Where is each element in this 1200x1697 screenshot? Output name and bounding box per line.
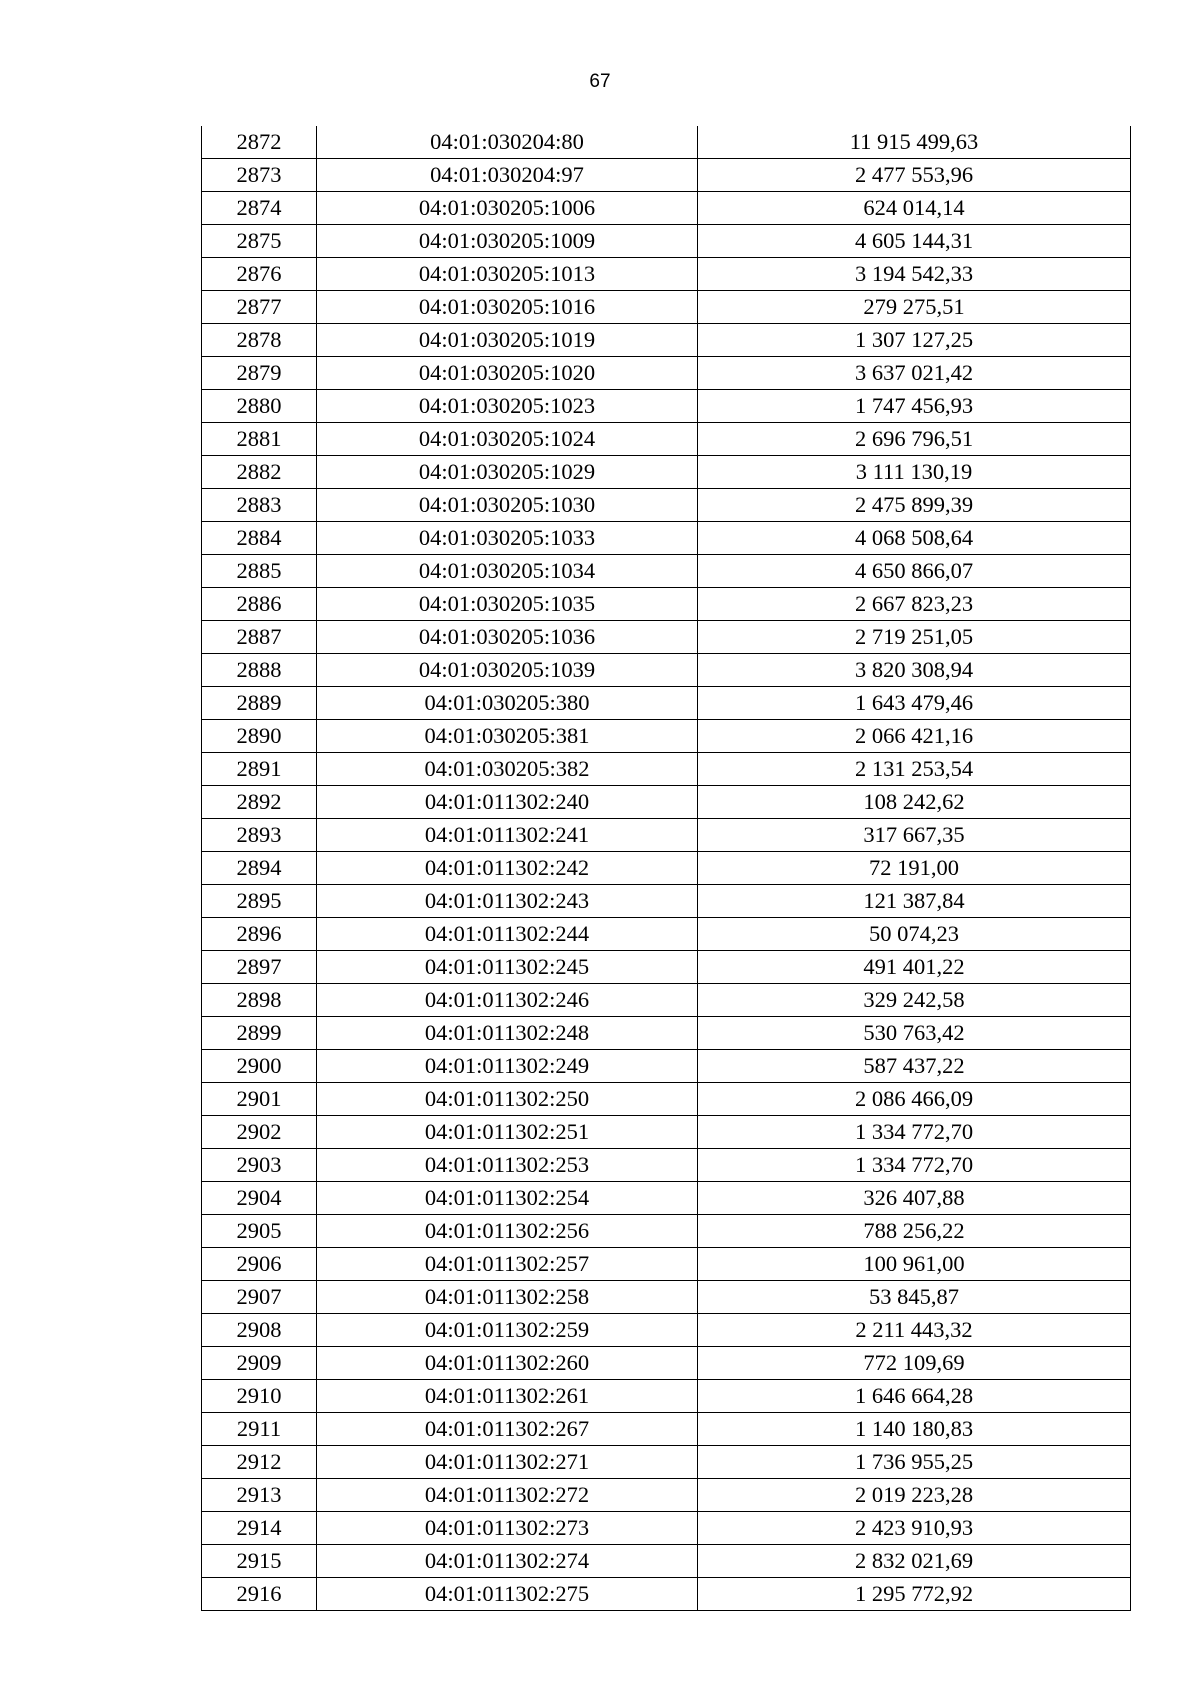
row-number-cell: 2875 [202, 225, 317, 258]
cadastral-number-cell: 04:01:011302:271 [317, 1446, 698, 1479]
row-number-cell: 2873 [202, 159, 317, 192]
row-number-cell: 2885 [202, 555, 317, 588]
cadastral-value-cell: 1 643 479,46 [698, 687, 1131, 720]
cadastral-number-cell: 04:01:030205:1006 [317, 192, 698, 225]
cadastral-value-cell: 2 019 223,28 [698, 1479, 1131, 1512]
row-number-cell: 2888 [202, 654, 317, 687]
table-row [202, 753, 1131, 786]
row-number-cell: 2879 [202, 357, 317, 390]
cadastral-number-cell: 04:01:030205:1036 [317, 621, 698, 654]
row-number-cell: 2890 [202, 720, 317, 753]
row-number-cell: 2907 [202, 1281, 317, 1314]
table-row [202, 1215, 1131, 1248]
cadastral-number-cell: 04:01:030205:1029 [317, 456, 698, 489]
row-number-cell: 2893 [202, 819, 317, 852]
cadastral-value-cell: 53 845,87 [698, 1281, 1131, 1314]
cadastral-value-cell: 329 242,58 [698, 984, 1131, 1017]
row-number-cell: 2881 [202, 423, 317, 456]
cadastral-value-cell: 50 074,23 [698, 918, 1131, 951]
cadastral-number-cell: 04:01:011302:243 [317, 885, 698, 918]
cadastral-value-cell: 4 650 866,07 [698, 555, 1131, 588]
cadastral-number-cell: 04:01:011302:260 [317, 1347, 698, 1380]
row-number-cell: 2876 [202, 258, 317, 291]
cadastral-number-cell: 04:01:030205:1024 [317, 423, 698, 456]
table-row [202, 1149, 1131, 1182]
table-row [202, 885, 1131, 918]
table-row [202, 522, 1131, 555]
table-row [202, 1512, 1131, 1545]
cadastral-number-cell: 04:01:011302:257 [317, 1248, 698, 1281]
row-number-cell: 2892 [202, 786, 317, 819]
table-row [202, 555, 1131, 588]
cadastral-number-cell: 04:01:011302:242 [317, 852, 698, 885]
cadastral-number-cell: 04:01:030205:1016 [317, 291, 698, 324]
cadastral-value-cell: 2 832 021,69 [698, 1545, 1131, 1578]
cadastral-number-cell: 04:01:011302:245 [317, 951, 698, 984]
cadastral-value-cell: 108 242,62 [698, 786, 1131, 819]
cadastral-value-cell: 2 211 443,32 [698, 1314, 1131, 1347]
row-number-cell: 2905 [202, 1215, 317, 1248]
row-number-cell: 2889 [202, 687, 317, 720]
row-number-cell: 2886 [202, 588, 317, 621]
cadastral-number-cell: 04:01:011302:258 [317, 1281, 698, 1314]
cadastral-number-cell: 04:01:030205:382 [317, 753, 698, 786]
table-row [202, 852, 1131, 885]
cadastral-number-cell: 04:01:011302:246 [317, 984, 698, 1017]
cadastral-number-cell: 04:01:030205:1013 [317, 258, 698, 291]
cadastral-number-cell: 04:01:011302:253 [317, 1149, 698, 1182]
cadastral-number-cell: 04:01:011302:273 [317, 1512, 698, 1545]
cadastral-number-cell: 04:01:011302:240 [317, 786, 698, 819]
cadastral-value-cell: 2 475 899,39 [698, 489, 1131, 522]
table-row [202, 456, 1131, 489]
cadastral-value-cell: 1 736 955,25 [698, 1446, 1131, 1479]
row-number-cell: 2911 [202, 1413, 317, 1446]
cadastral-number-cell: 04:01:030205:1039 [317, 654, 698, 687]
row-number-cell: 2916 [202, 1578, 317, 1611]
row-number-cell: 2902 [202, 1116, 317, 1149]
cadastral-value-cell: 2 423 910,93 [698, 1512, 1131, 1545]
row-number-cell: 2898 [202, 984, 317, 1017]
row-number-cell: 2894 [202, 852, 317, 885]
cadastral-number-cell: 04:01:011302:267 [317, 1413, 698, 1446]
cadastral-number-cell: 04:01:011302:244 [317, 918, 698, 951]
table-row [202, 390, 1131, 423]
cadastral-number-cell: 04:01:030204:97 [317, 159, 698, 192]
cadastral-value-cell: 2 066 421,16 [698, 720, 1131, 753]
cadastral-value-cell: 1 646 664,28 [698, 1380, 1131, 1413]
table-row [202, 1380, 1131, 1413]
cadastral-value-cell: 1 747 456,93 [698, 390, 1131, 423]
table-row [202, 225, 1131, 258]
cadastral-value-cell: 1 334 772,70 [698, 1149, 1131, 1182]
table-row [202, 192, 1131, 225]
cadastral-value-cell: 1 295 772,92 [698, 1578, 1131, 1611]
row-number-cell: 2874 [202, 192, 317, 225]
table-row [202, 654, 1131, 687]
cadastral-value-cell: 587 437,22 [698, 1050, 1131, 1083]
cadastral-number-cell: 04:01:011302:256 [317, 1215, 698, 1248]
cadastral-number-cell: 04:01:011302:248 [317, 1017, 698, 1050]
cadastral-value-cell: 121 387,84 [698, 885, 1131, 918]
cadastral-value-cell: 530 763,42 [698, 1017, 1131, 1050]
table-row [202, 1314, 1131, 1347]
table-row [202, 819, 1131, 852]
cadastral-number-cell: 04:01:011302:275 [317, 1578, 698, 1611]
table-row [202, 951, 1131, 984]
cadastral-number-cell: 04:01:030205:1030 [317, 489, 698, 522]
table-row [202, 1347, 1131, 1380]
cadastral-value-cell: 3 820 308,94 [698, 654, 1131, 687]
cadastral-number-cell: 04:01:011302:249 [317, 1050, 698, 1083]
cadastral-value-cell: 772 109,69 [698, 1347, 1131, 1380]
table-row [202, 1017, 1131, 1050]
row-number-cell: 2895 [202, 885, 317, 918]
cadastral-number-cell: 04:01:011302:250 [317, 1083, 698, 1116]
row-number-cell: 2899 [202, 1017, 317, 1050]
cadastral-value-cell: 3 194 542,33 [698, 258, 1131, 291]
cadastral-number-cell: 04:01:011302:251 [317, 1116, 698, 1149]
cadastral-number-cell: 04:01:030205:381 [317, 720, 698, 753]
cadastral-number-cell: 04:01:011302:259 [317, 1314, 698, 1347]
cadastral-value-cell: 491 401,22 [698, 951, 1131, 984]
row-number-cell: 2884 [202, 522, 317, 555]
row-number-cell: 2914 [202, 1512, 317, 1545]
cadastral-value-cell: 2 719 251,05 [698, 621, 1131, 654]
row-number-cell: 2906 [202, 1248, 317, 1281]
row-number-cell: 2904 [202, 1182, 317, 1215]
row-number-cell: 2912 [202, 1446, 317, 1479]
cadastral-value-cell: 2 086 466,09 [698, 1083, 1131, 1116]
row-number-cell: 2915 [202, 1545, 317, 1578]
table-row [202, 1248, 1131, 1281]
cadastral-value-cell: 326 407,88 [698, 1182, 1131, 1215]
table-row [202, 984, 1131, 1017]
row-number-cell: 2877 [202, 291, 317, 324]
cadastral-value-cell: 624 014,14 [698, 192, 1131, 225]
cadastral-number-cell: 04:01:030205:380 [317, 687, 698, 720]
cadastral-value-cell: 100 961,00 [698, 1248, 1131, 1281]
cadastral-number-cell: 04:01:011302:272 [317, 1479, 698, 1512]
cadastral-value-cell: 2 696 796,51 [698, 423, 1131, 456]
cadastral-value-cell: 1 307 127,25 [698, 324, 1131, 357]
cadastral-value-cell: 4 068 508,64 [698, 522, 1131, 555]
cadastral-value-cell: 2 477 553,96 [698, 159, 1131, 192]
cadastral-number-cell: 04:01:011302:254 [317, 1182, 698, 1215]
table-row [202, 159, 1131, 192]
cadastral-value-cell: 11 915 499,63 [698, 126, 1131, 159]
cadastral-value-cell: 1 334 772,70 [698, 1116, 1131, 1149]
cadastral-value-cell: 3 637 021,42 [698, 357, 1131, 390]
table-row [202, 1479, 1131, 1512]
table-row [202, 423, 1131, 456]
table-row [202, 687, 1131, 720]
row-number-cell: 2900 [202, 1050, 317, 1083]
table-row [202, 588, 1131, 621]
cadastral-value-cell: 72 191,00 [698, 852, 1131, 885]
cadastral-number-cell: 04:01:011302:274 [317, 1545, 698, 1578]
row-number-cell: 2910 [202, 1380, 317, 1413]
row-number-cell: 2883 [202, 489, 317, 522]
row-number-cell: 2878 [202, 324, 317, 357]
cadastral-number-cell: 04:01:030205:1019 [317, 324, 698, 357]
cadastral-number-cell: 04:01:030204:80 [317, 126, 698, 159]
table-row [202, 1083, 1131, 1116]
cadastral-value-cell: 1 140 180,83 [698, 1413, 1131, 1446]
row-number-cell: 2887 [202, 621, 317, 654]
table-row [202, 786, 1131, 819]
row-number-cell: 2901 [202, 1083, 317, 1116]
table-row [202, 621, 1131, 654]
row-number-cell: 2882 [202, 456, 317, 489]
row-number-cell: 2896 [202, 918, 317, 951]
cadastral-number-cell: 04:01:011302:261 [317, 1380, 698, 1413]
cadastral-value-cell: 4 605 144,31 [698, 225, 1131, 258]
cadastral-value-cell: 317 667,35 [698, 819, 1131, 852]
table-row [202, 918, 1131, 951]
table-row [202, 291, 1131, 324]
row-number-cell: 2880 [202, 390, 317, 423]
table-row [202, 720, 1131, 753]
cadastral-value-cell: 788 256,22 [698, 1215, 1131, 1248]
cadastral-number-cell: 04:01:030205:1020 [317, 357, 698, 390]
cadastral-number-cell: 04:01:030205:1035 [317, 588, 698, 621]
row-number-cell: 2872 [202, 126, 317, 159]
table-row [202, 258, 1131, 291]
table-row [202, 1050, 1131, 1083]
cadastral-number-cell: 04:01:030205:1023 [317, 390, 698, 423]
cadastral-value-table [201, 126, 1131, 1611]
row-number-cell: 2891 [202, 753, 317, 786]
page-number: 67 [589, 71, 611, 92]
row-number-cell: 2897 [202, 951, 317, 984]
cadastral-value-cell: 279 275,51 [698, 291, 1131, 324]
cadastral-number-cell: 04:01:011302:241 [317, 819, 698, 852]
cadastral-value-cell: 3 111 130,19 [698, 456, 1131, 489]
table-row [202, 1413, 1131, 1446]
cadastral-number-cell: 04:01:030205:1009 [317, 225, 698, 258]
table-row [202, 1182, 1131, 1215]
table-row [202, 489, 1131, 522]
table-row [202, 1281, 1131, 1314]
row-number-cell: 2903 [202, 1149, 317, 1182]
table-row [202, 126, 1131, 159]
table-row [202, 1578, 1131, 1611]
table-body [202, 126, 1131, 1611]
row-number-cell: 2913 [202, 1479, 317, 1512]
table-row [202, 357, 1131, 390]
table-row [202, 324, 1131, 357]
cadastral-value-cell: 2 667 823,23 [698, 588, 1131, 621]
table-row [202, 1116, 1131, 1149]
row-number-cell: 2908 [202, 1314, 317, 1347]
cadastral-number-cell: 04:01:030205:1034 [317, 555, 698, 588]
table-row [202, 1545, 1131, 1578]
row-number-cell: 2909 [202, 1347, 317, 1380]
table-row [202, 1446, 1131, 1479]
cadastral-value-cell: 2 131 253,54 [698, 753, 1131, 786]
cadastral-number-cell: 04:01:030205:1033 [317, 522, 698, 555]
